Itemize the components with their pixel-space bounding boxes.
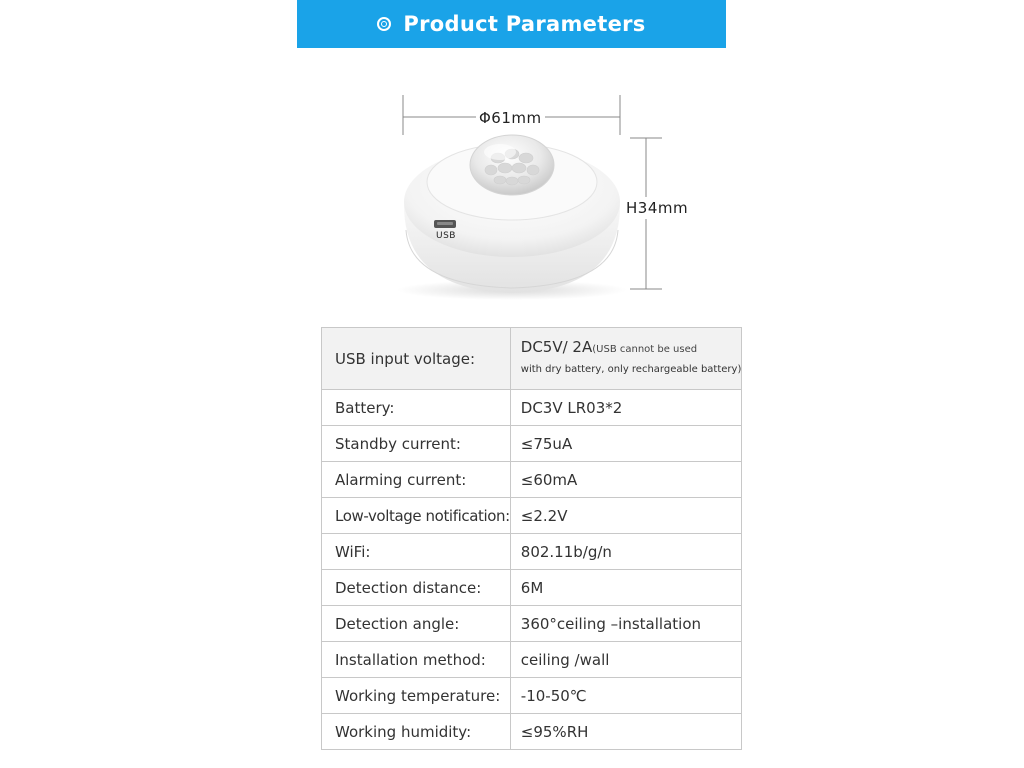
spec-table <box>321 327 742 750</box>
table-row <box>322 678 742 714</box>
spec-value-note-line2: with dry battery, only rechargeable battery) <box>520 364 742 375</box>
spec-label: WiFi: <box>322 534 511 570</box>
product-illustration <box>390 90 710 305</box>
table-row <box>322 328 742 390</box>
spec-value: ≤75uA <box>510 426 742 462</box>
table-row <box>322 426 742 462</box>
spec-value: 360°ceiling –installation <box>510 606 742 642</box>
spec-value-main: DC5V/ 2A <box>520 338 593 356</box>
spec-label: Working humidity: <box>322 714 511 750</box>
usb-port-label: USB <box>436 231 456 241</box>
spec-label: Working temperature: <box>322 678 511 714</box>
spec-label: Low-voltage notification: <box>322 498 511 534</box>
table-row <box>322 498 742 534</box>
banner-title: Product Parameters <box>403 12 646 36</box>
diameter-label: Φ61mm <box>476 109 545 127</box>
spec-label: Detection angle: <box>322 606 511 642</box>
table-row <box>322 606 742 642</box>
spec-value-note: (USB cannot be used <box>592 344 698 355</box>
spec-value: DC3V LR03*2 <box>510 390 742 426</box>
section-banner <box>297 0 726 48</box>
spec-label: Battery: <box>322 390 511 426</box>
spec-label: Standby current: <box>322 426 511 462</box>
table-row <box>322 714 742 750</box>
table-row <box>322 642 742 678</box>
circle-bullet-icon <box>377 17 391 31</box>
spec-value: ≤2.2V <box>510 498 742 534</box>
table-row <box>322 390 742 426</box>
spec-value: ≤60mA <box>510 462 742 498</box>
spec-value: ceiling /wall <box>510 642 742 678</box>
spec-value <box>510 328 742 390</box>
spec-label: Installation method: <box>322 642 511 678</box>
table-row <box>322 462 742 498</box>
spec-label: Detection distance: <box>322 570 511 606</box>
spec-value: -10-50℃ <box>510 678 742 714</box>
table-row <box>322 570 742 606</box>
table-row <box>322 534 742 570</box>
spec-label: USB input voltage: <box>322 328 511 390</box>
spec-value: 6M <box>510 570 742 606</box>
spec-value: ≤95%RH <box>510 714 742 750</box>
spec-label: Alarming current: <box>322 462 511 498</box>
spec-value: 802.11b/g/n <box>510 534 742 570</box>
height-label: H34mm <box>626 199 689 217</box>
